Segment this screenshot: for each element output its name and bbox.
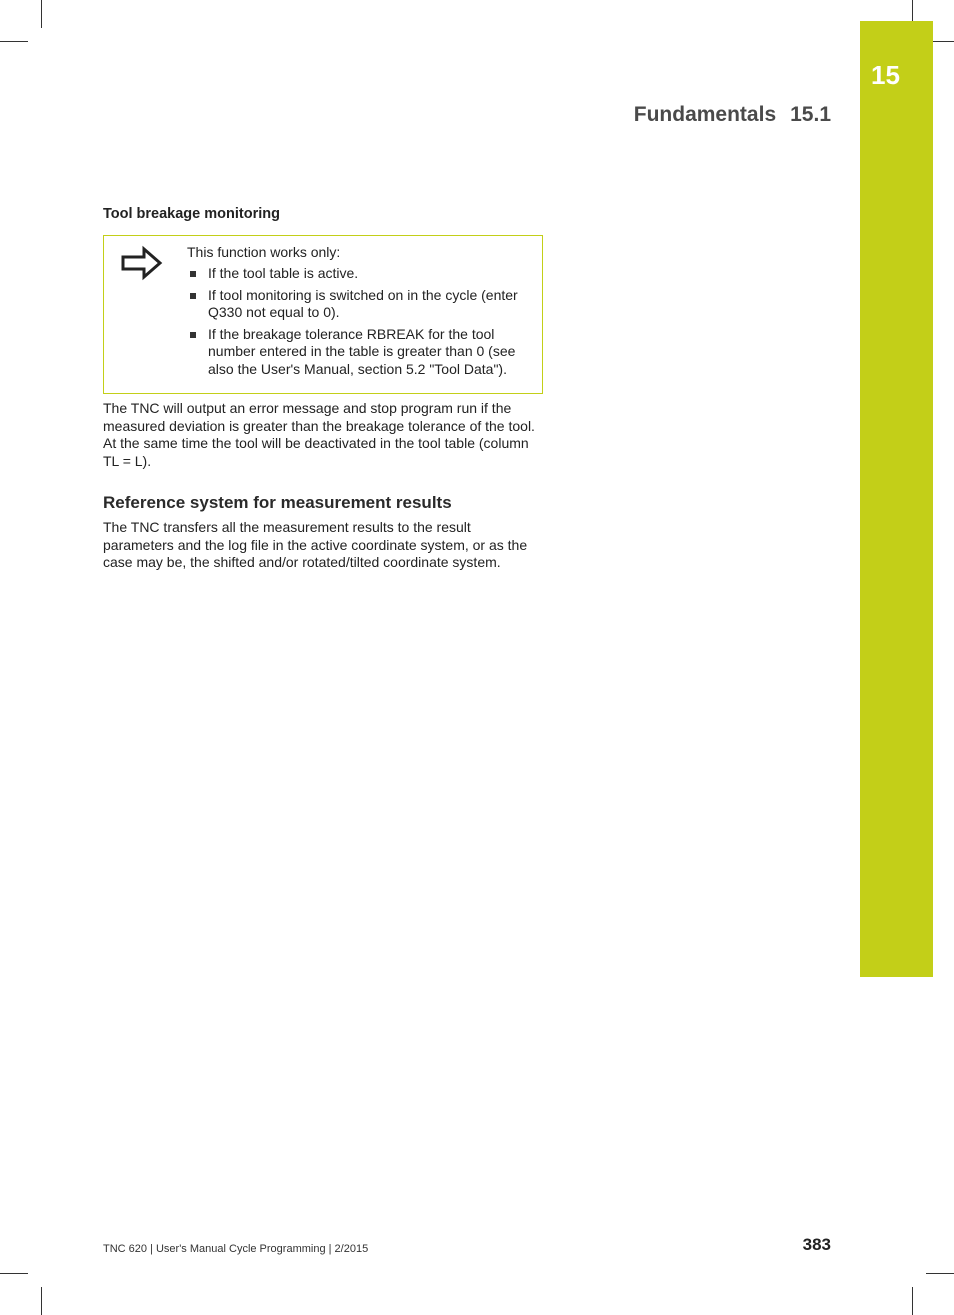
subheading: Tool breakage monitoring xyxy=(103,206,280,222)
section-title: Reference system for measurement results xyxy=(103,492,452,512)
list-item-text: If the breakage tolerance RBREAK for the tool number entered in the table is greater than 0 (see also the User's Manual, section 5.2 "Tool Data"). xyxy=(208,325,516,377)
arrow-right-icon xyxy=(120,245,164,281)
crop-mark xyxy=(0,41,28,42)
crop-mark xyxy=(41,0,42,28)
list-item xyxy=(187,265,532,283)
list-item-text: If the tool table is active. xyxy=(208,265,359,281)
header-title: Fundamentals xyxy=(633,103,777,126)
page-content xyxy=(103,206,543,572)
crop-mark xyxy=(926,1273,954,1274)
running-header xyxy=(634,103,831,127)
list-item xyxy=(187,287,532,322)
section-paragraph: The TNC transfers all the measurement results to the result parameters and the log file in the active coordinate system, or as the case may be, the shifted and/or rotated/tilted coordinate system. xyxy=(103,518,528,571)
note-box xyxy=(103,235,543,394)
bullet-square-icon xyxy=(190,332,196,338)
list-item xyxy=(187,326,532,379)
crop-mark xyxy=(0,1273,28,1274)
header-section-number: 15.1 xyxy=(790,103,831,126)
body-paragraph: The TNC will output an error message and stop program run if the measured deviation is greater than the breakage tolerance of the tool. At the same time the tool will be deactivated in the tool table (column TL = L). xyxy=(103,400,535,470)
chapter-tab xyxy=(860,21,933,977)
page-number: 383 xyxy=(802,1235,831,1254)
bullet-square-icon xyxy=(190,271,196,277)
bullet-square-icon xyxy=(190,293,196,299)
chapter-number: 15 xyxy=(871,60,900,90)
note-intro: This function works only: xyxy=(187,244,341,260)
footer-text: TNC 620 | User's Manual Cycle Programming | 2/2015 xyxy=(103,1243,369,1255)
list-item-text: If tool monitoring is switched on in the cycle (enter Q330 not equal to 0). xyxy=(208,286,518,320)
crop-mark xyxy=(912,1287,913,1315)
crop-mark xyxy=(41,1287,42,1315)
note-list xyxy=(187,265,532,378)
